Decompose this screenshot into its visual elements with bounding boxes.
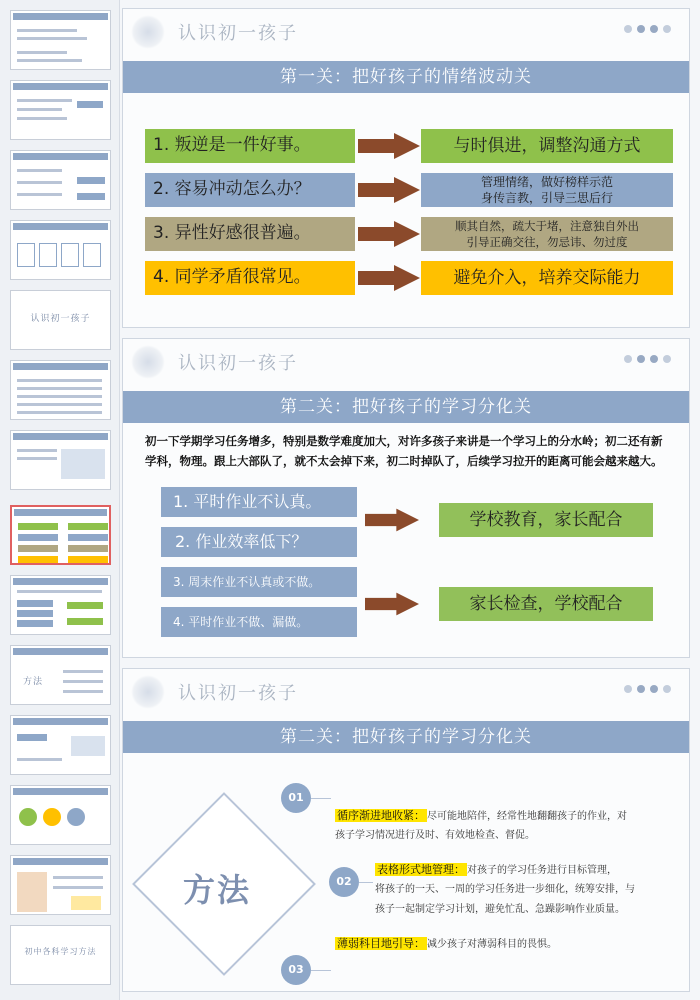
slide-thumbnail[interactable] [10, 360, 111, 420]
slide-header [123, 9, 689, 49]
connector-line [359, 882, 373, 883]
step-number: 03 [281, 955, 311, 985]
issue-2: 2. 容易冲动怎么办？ [145, 173, 355, 207]
step-number: 01 [281, 783, 311, 813]
step-number: 02 [329, 867, 359, 897]
solution-1: 与时俱进，调整沟通方式 [421, 129, 673, 163]
solution-3 [421, 217, 673, 251]
arrow-right-icon [358, 133, 420, 159]
step-3-key: 薄弱科目地引导： [337, 937, 425, 950]
connector-line [311, 798, 331, 799]
slide-emotion [122, 8, 690, 328]
step-2-key: 表格形式地管理： [377, 863, 465, 876]
arrow-right-icon [358, 177, 420, 203]
result-school-home: 学校教育，家长配合 [439, 503, 653, 537]
slide-thumbnail[interactable] [10, 715, 111, 775]
step-1-text2: 孩子学习情况进行及时、有效地检查、督促。 [335, 830, 535, 841]
issue-1: 1. 叛逆是一件好事。 [145, 129, 355, 163]
pager-dots [624, 355, 671, 363]
thumbnail-title: 认识初一孩子 [30, 314, 91, 324]
step-2-text2: 将孩子的一天、一周的学习任务进一步细化，统筹安排，与 [375, 884, 635, 895]
intro-paragraph: 初一下学期学习任务增多，特别是数学难度加大，对许多孩子来讲是一个学习上的分水岭；初二还有新学科，物理。跟上大部队了，就不太会掉下来，初二时掉队了，后续学习拉开的距离可能会越来越大。 [145, 434, 663, 468]
section-band: 第二关：把好孩子的学习分化关 [123, 391, 689, 423]
thumbnail-title: 方法 [22, 677, 43, 687]
step-1-text1: 尽可能地陪伴，经常性地翻翻孩子的作业，对 [427, 811, 627, 822]
problem-2: 2. 作业效率低下？ [161, 527, 357, 557]
solution-4: 避免介入，培养交际能力 [421, 261, 673, 295]
connector-line [311, 970, 331, 971]
thumbnail-title: 初中各科学习方法 [24, 947, 97, 956]
problem-4: 4. 平时作业不做、漏做。 [161, 607, 357, 637]
slide-methods [122, 668, 690, 992]
issue-3: 3. 异性好感很普遍。 [145, 217, 355, 251]
pager-dots [624, 25, 671, 33]
slide-header-title: 认识初一孩子 [178, 683, 298, 704]
slide-header-title: 认识初一孩子 [178, 353, 298, 374]
slide-thumbnail[interactable] [10, 575, 111, 635]
slide-thumbnail[interactable] [10, 645, 111, 705]
slide-thumbnail[interactable] [10, 80, 111, 140]
step-3-text1: 减少孩子对薄弱科目的畏惧。 [427, 939, 557, 950]
slide-thumbnail[interactable] [10, 785, 111, 845]
issue-4: 4. 同学矛盾很常见。 [145, 261, 355, 295]
slide-thumbnail[interactable] [10, 430, 111, 490]
solution-2-line1: 管理情绪，做好榜样示范 [480, 175, 613, 189]
result-home-school: 家长检查，学校配合 [439, 587, 653, 621]
slide-header [123, 669, 689, 709]
slide-thumbnail-selected[interactable] [10, 505, 111, 565]
section-band: 第二关：把好孩子的学习分化关 [123, 721, 689, 753]
arrow-right-icon [365, 591, 419, 617]
slide-thumbnail[interactable] [10, 10, 111, 70]
solution-2-line2: 身传言教，引导三思后行 [480, 191, 613, 205]
slide-study-split [122, 338, 690, 658]
arrow-right-icon [365, 507, 419, 533]
slide-thumbnail[interactable] [10, 290, 111, 350]
solution-3-line2: 引导正确交往，勿忌讳、勿过度 [466, 235, 628, 249]
solution-2 [421, 173, 673, 207]
pager-dots [624, 685, 671, 693]
step-1-key: 循序渐进地收紧： [337, 809, 425, 822]
slide-thumbnail[interactable] [10, 855, 111, 915]
arrow-right-icon [358, 265, 420, 291]
method-label: 方法 [183, 871, 252, 909]
slide-thumbnail[interactable] [10, 220, 111, 280]
section-band: 第一关：把好孩子的情绪波动关 [123, 61, 689, 93]
slide-header [123, 339, 689, 379]
slide-header-title: 认识初一孩子 [178, 23, 298, 44]
slide-thumbnail[interactable] [10, 150, 111, 210]
step-2-text1: 对孩子的学习任务进行目标管理， [467, 865, 617, 876]
slide-thumbnail[interactable] [10, 925, 111, 985]
arrow-right-icon [358, 221, 420, 247]
problem-1: 1. 平时作业不认真。 [161, 487, 357, 517]
slide-thumbnail-panel [0, 0, 120, 1000]
step-2-text3: 孩子一起制定学习计划，避免忙乱、急躁影响作业质量。 [375, 904, 625, 915]
step-3-line1 [335, 933, 685, 956]
problem-3: 3. 周末作业不认真或不做。 [161, 567, 357, 597]
solution-3-line1: 顺其自然，疏大于堵，注意独自外出 [455, 219, 639, 233]
